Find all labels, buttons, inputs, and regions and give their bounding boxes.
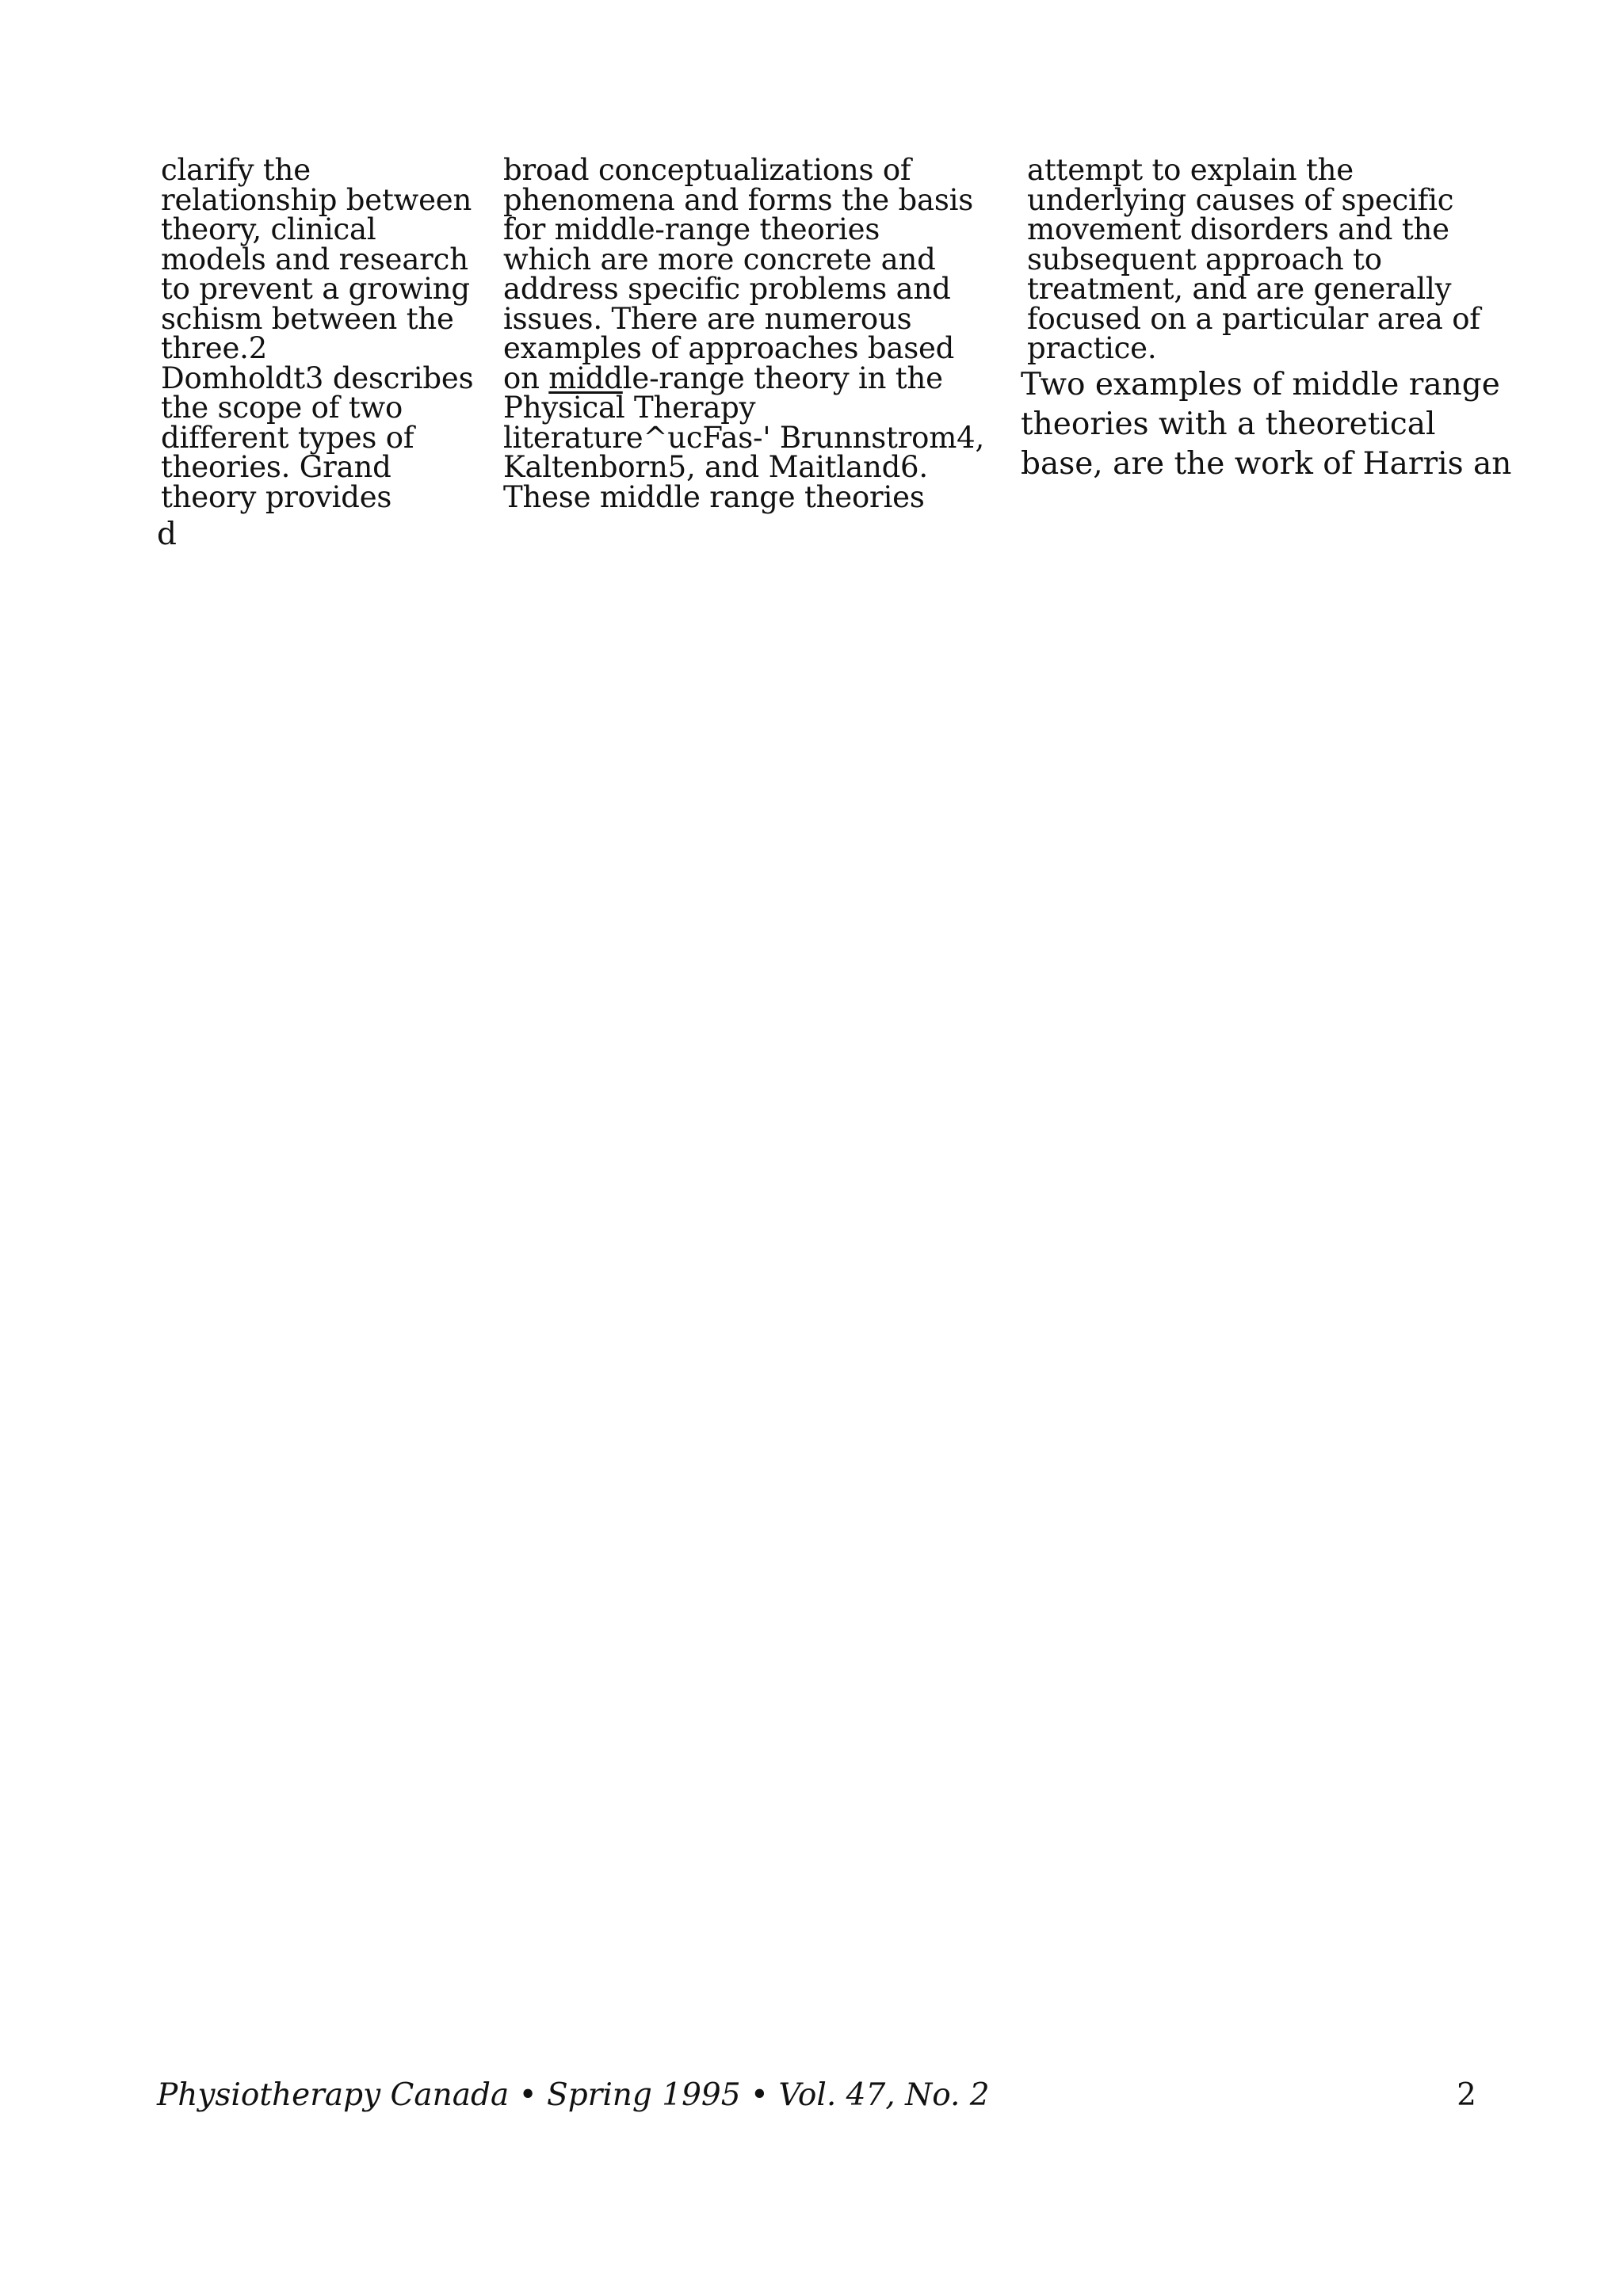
text-line: relationship between xyxy=(161,182,472,217)
text-line: which are more concrete and xyxy=(503,242,936,277)
text-line: literature^ucFas-' Brunnstrom4, xyxy=(503,420,985,455)
text-line: for middle-range theories xyxy=(503,212,880,246)
text-line: treatment, and are generally xyxy=(1027,272,1452,306)
text-column-left xyxy=(161,155,478,512)
text-line: theory provides xyxy=(161,479,392,514)
text-line: subsequent approach to xyxy=(1027,242,1382,277)
text-line: schism between the xyxy=(161,301,454,336)
text-line: base, are the work of Harris an xyxy=(1021,445,1512,482)
underlined-fragment: midd xyxy=(548,360,623,395)
text-line: attempt to explain the xyxy=(1027,153,1354,187)
text-line: Domholdt3 describes xyxy=(161,360,474,395)
text-line: Physical Therapy xyxy=(503,391,756,425)
text-line: theories. Grand xyxy=(161,450,391,484)
text-line: These middle range theories xyxy=(503,479,925,514)
text-line: focused on a particular area of xyxy=(1027,301,1480,336)
page-number: 2 xyxy=(1457,2077,1476,2113)
text-line: to prevent a growing xyxy=(161,272,470,306)
text-fragment: on xyxy=(503,360,549,395)
text-column-middle xyxy=(503,153,985,514)
text-line: the scope of two xyxy=(161,391,403,425)
text-line: Kaltenborn5, and Maitland6. xyxy=(503,450,928,484)
text-line: underlying causes of specific xyxy=(1027,182,1454,217)
text-line: broad conceptualizations of xyxy=(503,153,911,187)
text-line-underlined xyxy=(503,360,979,395)
text-line: issues. There are numerous xyxy=(503,301,912,336)
text-line: practice. xyxy=(1027,331,1157,365)
text-line: movement disorders and the xyxy=(1027,212,1449,246)
text-column-right xyxy=(1021,153,1512,484)
text-line: models and research xyxy=(161,242,468,277)
text-line: phenomena and forms the basis xyxy=(503,182,974,217)
trailing-fragment: d xyxy=(157,517,177,552)
text-line: clarify the xyxy=(161,153,311,187)
text-line: examples of approaches based xyxy=(503,331,955,365)
continuation-paragraph xyxy=(1021,365,1512,484)
text-line: theories with a theoretical xyxy=(1021,406,1436,442)
text-line: address specific problems and xyxy=(503,272,951,306)
text-line: theory, clinical xyxy=(161,212,376,246)
journal-citation: Physiotherapy Canada • Spring 1995 • Vol. 47, No. 2 xyxy=(157,2077,990,2113)
text-line: Two examples of middle range xyxy=(1021,366,1500,402)
text-line: three.2 xyxy=(161,331,268,365)
text-line: different types of xyxy=(161,420,414,455)
page-footer xyxy=(157,2076,1476,2123)
text-fragment: le-range theory in the xyxy=(622,360,943,395)
